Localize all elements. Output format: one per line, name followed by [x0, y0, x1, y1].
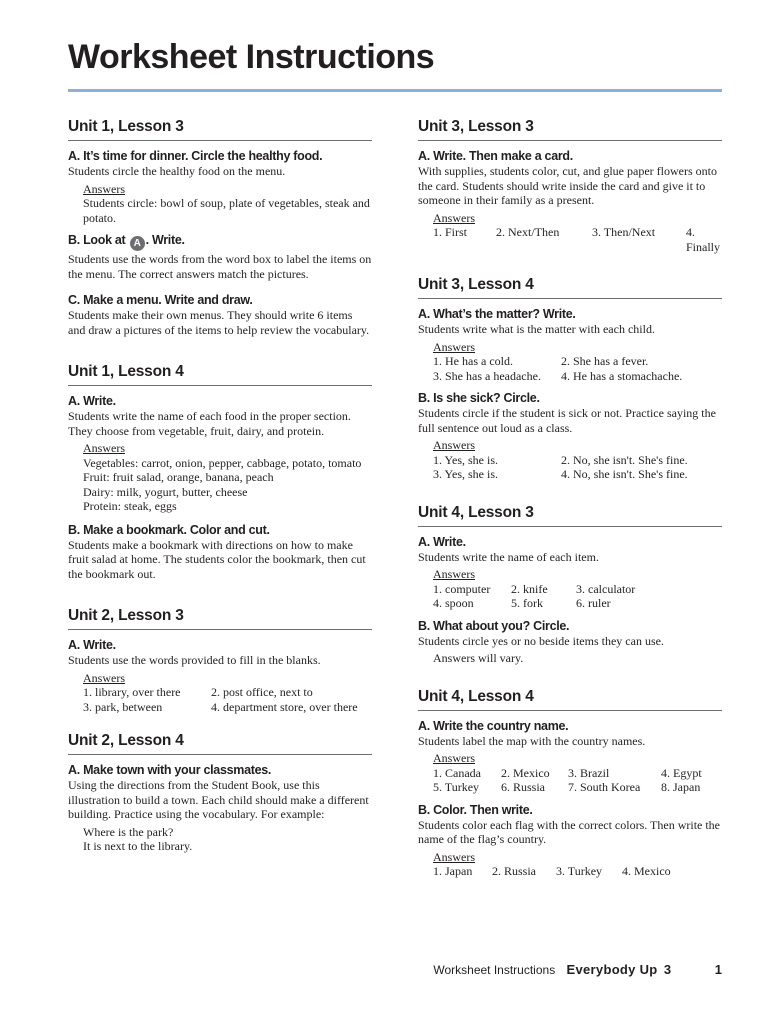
example-line: It is next to the library.: [83, 839, 193, 853]
section-heading: A. Make town with your classmates.: [68, 763, 272, 777]
section-a: [68, 638, 372, 714]
unit-heading: Unit 2, Lesson 4: [68, 732, 372, 755]
answer-item: 3. park, between: [83, 699, 163, 714]
section-heading: A. Write. Then make a card.: [418, 149, 573, 163]
section-heading: C. Make a menu. Write and draw.: [68, 293, 253, 307]
example-block: [83, 825, 372, 854]
answer-item: 4. Egypt: [661, 765, 702, 780]
unit-1-lesson-4: [68, 363, 372, 581]
unit-heading: Unit 3, Lesson 4: [418, 276, 722, 299]
answer-item: 1. library, over there: [83, 685, 181, 699]
left-column: [68, 118, 372, 872]
heading-text: . Write.: [145, 233, 185, 247]
unit-heading: Unit 4, Lesson 3: [418, 504, 722, 527]
section-a: [418, 719, 722, 795]
section-b: [68, 233, 372, 281]
answers-label: Answers: [433, 751, 475, 765]
section-b: [418, 619, 722, 666]
answers-block: [433, 340, 722, 384]
unit-1-lesson-3: [68, 118, 372, 337]
answers-grid: [433, 225, 722, 254]
section-description: Students make their own menus. They should write 6 items and draw a pictures of the items to help review the vocabulary.: [68, 308, 370, 337]
answers-grid: [433, 582, 722, 611]
answer-text: Answers will vary.: [433, 651, 524, 665]
answer-item: 6. Russia: [501, 780, 546, 794]
answer-item: 1. Yes, she is.: [433, 452, 499, 467]
answers-label: Answers: [83, 441, 125, 455]
section-description: Students write the name of each food in the proper section. They choose from vegetable, fruit, dairy, and protein.: [68, 409, 351, 438]
answer-item: 3. Brazil: [568, 765, 610, 780]
section-description: Students use the words from the word box to label the items on the menu. The correct answers match the pictures.: [68, 252, 372, 281]
section-a: [68, 394, 372, 514]
answer-line: Vegetables: carrot, onion, pepper, cabbage, potato, tomato: [83, 455, 362, 470]
section-b: [418, 803, 722, 879]
section-heading: A. Write the country name.: [418, 718, 569, 733]
section-b: [418, 391, 722, 482]
unit-2-lesson-4: [68, 732, 372, 854]
section-heading: A. What’s the matter? Write.: [418, 307, 576, 321]
answer-item: 2. She has a fever.: [561, 354, 649, 368]
answers-label: Answers: [433, 567, 475, 581]
answer-item: 2. Mexico: [501, 765, 550, 780]
answer-text: Students circle: bowl of soup, plate of vegetables, steak and potato.: [83, 196, 370, 225]
section-description: Students use the words provided to fill in the blanks.: [68, 653, 321, 667]
section-description: With supplies, students color, cut, and glue paper flowers onto the card. Students should write inside the card and give it to someone in their family as a present.: [418, 164, 717, 207]
unit-4-lesson-4: [418, 688, 722, 879]
answer-line: Dairy: milk, yogurt, butter, cheese: [83, 484, 248, 499]
answer-item: 4. He has a stomachache.: [561, 368, 683, 383]
unit-heading: Unit 3, Lesson 3: [418, 118, 722, 141]
section-heading: A. It’s time for dinner. Circle the healthy food.: [68, 149, 323, 163]
answers-grid: [83, 685, 372, 714]
answer-item: 1. Canada: [433, 765, 481, 780]
answers-label: Answers: [83, 670, 125, 685]
unit-3-lesson-3: [418, 118, 722, 254]
answer-item: 3. Turkey: [556, 864, 603, 878]
answers-label: Answers: [433, 849, 475, 864]
section-b: [68, 523, 372, 582]
answers-label: Answers: [433, 438, 475, 452]
section-description: Students write what is the matter with each child.: [418, 322, 655, 336]
section-description: Students circle the healthy food on the menu.: [68, 164, 286, 178]
section-heading: B. Color. Then write.: [418, 802, 533, 817]
answers-label: Answers: [433, 339, 475, 354]
answer-item: 2. No, she isn't. She's fine.: [561, 452, 688, 467]
example-line: Where is the park?: [83, 824, 174, 839]
answers-block: [433, 651, 722, 666]
title-rule: [68, 89, 722, 92]
unit-heading: Unit 2, Lesson 3: [68, 607, 372, 630]
section-a: [418, 535, 722, 611]
answer-item: 1. computer: [433, 581, 491, 596]
unit-2-lesson-3: [68, 607, 372, 714]
answer-item: 3. Then/Next: [592, 225, 656, 239]
section-heading: A. Write.: [418, 534, 466, 549]
right-column: [418, 118, 722, 897]
answer-item: 4. No, she isn't. She's fine.: [561, 467, 688, 481]
answer-item: 4. spoon: [433, 596, 474, 610]
unit-4-lesson-3: [418, 504, 722, 666]
answer-item: 7. South Korea: [568, 780, 641, 794]
answer-item: 2. knife: [511, 581, 548, 596]
answer-line: Fruit: fruit salad, orange, banana, peach: [83, 470, 274, 484]
answer-item: 1. He has a cold.: [433, 354, 513, 368]
section-a: [68, 763, 372, 854]
footer-label: Worksheet Instructions: [433, 963, 556, 977]
answer-item: 6. ruler: [576, 596, 611, 610]
unit-heading: Unit 4, Lesson 4: [418, 688, 722, 711]
section-heading: B. Make a bookmark. Color and cut.: [68, 522, 270, 537]
answer-item: 3. She has a headache.: [433, 368, 541, 383]
answers-block: [433, 751, 722, 795]
section-description: Using the directions from the Student Book, use this illustration to build a town. Each child should make a different building. Practice using the vocabulary. For example:: [68, 778, 369, 821]
section-description: Students color each flag with the correct colors. Then write the name of the flag’s country.: [418, 817, 721, 846]
heading-text: B. Look at: [68, 233, 126, 247]
page-number: 1: [714, 962, 722, 977]
answers-grid: [433, 766, 722, 795]
footer-level: 3: [663, 962, 672, 977]
section-heading: A. Write.: [68, 638, 116, 652]
section-description: Students write the name of each item.: [418, 549, 599, 564]
answers-block: [433, 211, 722, 255]
answer-item: 4. department store, over there: [211, 699, 358, 714]
answers-block: [433, 850, 722, 879]
answers-grid: [433, 864, 722, 879]
answer-item: 2. Russia: [492, 864, 537, 878]
section-heading: B. Is she sick? Circle.: [418, 391, 540, 405]
answer-item: 1. First: [433, 225, 468, 239]
answer-item: 1. Japan: [433, 864, 473, 878]
section-heading: A. Write.: [68, 394, 116, 408]
answers-block: [83, 671, 372, 715]
answer-item: 8. Japan: [661, 780, 701, 794]
answer-item: 5. fork: [511, 596, 543, 610]
page-footer: [433, 962, 722, 977]
answer-item: 4. Mexico: [622, 864, 671, 878]
answers-label: Answers: [83, 181, 125, 196]
answer-item: 3. calculator: [576, 581, 636, 596]
section-a: [418, 149, 722, 254]
answer-item: 5. Turkey: [433, 780, 480, 794]
answers-block: [83, 182, 372, 226]
section-a: [418, 307, 722, 383]
section-c: [68, 293, 372, 337]
unit-3-lesson-4: [418, 276, 722, 482]
answer-item: 2. post office, next to: [211, 685, 313, 699]
answer-item: 4. Finally: [686, 225, 721, 254]
section-heading: [68, 233, 372, 251]
circle-a-icon: A: [130, 236, 145, 251]
answers-grid: [433, 354, 722, 383]
answers-block: [433, 438, 722, 482]
section-description: Students make a bookmark with directions on how to make fruit salad at home. The students color the bookmark, then cut the bookmark out.: [68, 537, 366, 581]
page-title: Worksheet Instructions: [68, 38, 435, 76]
section-description: Students circle if the student is sick or not. Practice saying the full sentence out loud as a class.: [418, 406, 716, 435]
footer-brand: Everybody Up: [566, 962, 658, 977]
answer-item: 3. Yes, she is.: [433, 467, 499, 481]
section-a: [68, 149, 372, 225]
answer-item: 2. Next/Then: [496, 225, 560, 239]
section-heading: B. What about you? Circle.: [418, 618, 570, 633]
unit-heading: Unit 1, Lesson 4: [68, 363, 372, 386]
answer-line: Protein: steak, eggs: [83, 499, 177, 513]
section-description: Students label the map with the country names.: [418, 733, 646, 748]
answers-grid: [433, 453, 722, 482]
answers-block: [433, 567, 722, 611]
answers-block: [83, 441, 372, 514]
unit-heading: Unit 1, Lesson 3: [68, 118, 372, 141]
answers-label: Answers: [433, 210, 475, 225]
section-description: Students circle yes or no beside items they can use.: [418, 633, 664, 648]
